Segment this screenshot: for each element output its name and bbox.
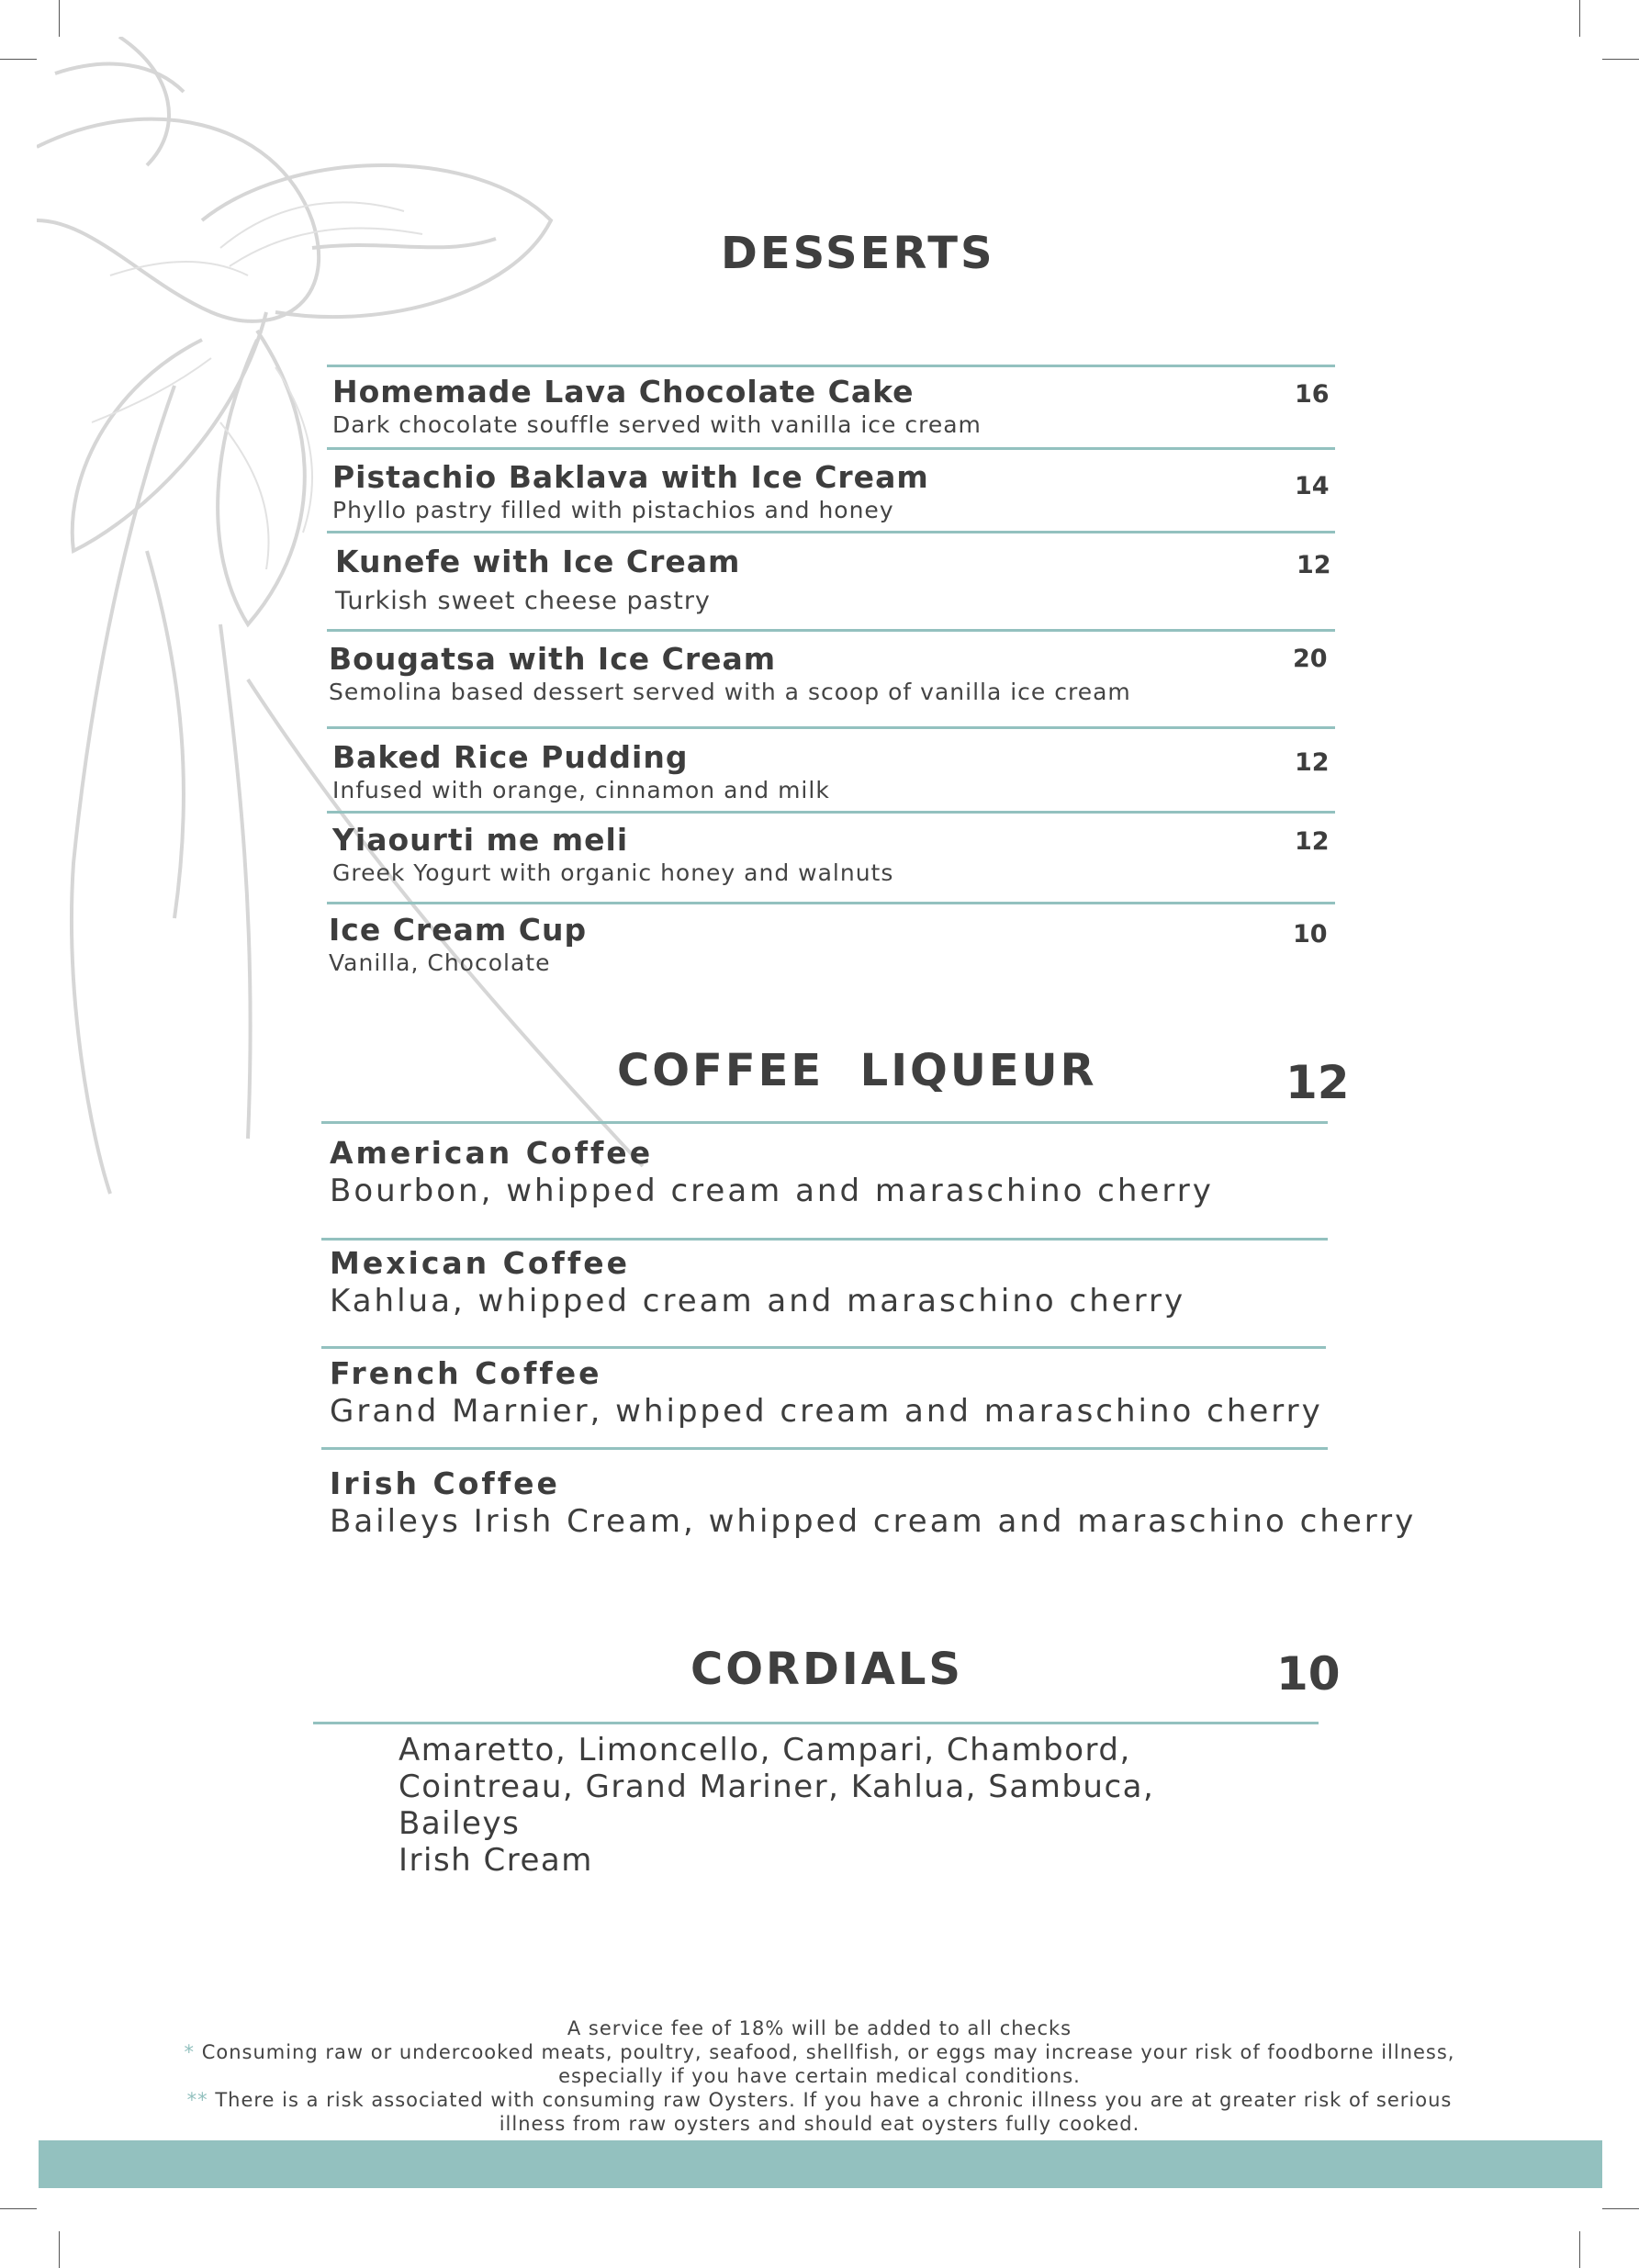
raw-food-warning-text: Consuming raw or undercooked meats, poultry, seafood, shellfish, or eggs may increase your risk of foodborne illness,: [201, 2041, 1455, 2063]
cordials-line: Irish Cream: [399, 1842, 593, 1879]
coffee-liqueur-title: COFFEE LIQUEUR: [617, 1045, 1097, 1096]
raw-food-warning: [0, 2040, 1639, 2064]
crop-mark: [1579, 2231, 1580, 2268]
coffee-liqueur-price: 12: [1285, 1056, 1350, 1109]
dessert-price: 16: [1295, 380, 1330, 409]
dessert-price: 14: [1295, 472, 1330, 500]
dessert-item: [332, 739, 830, 803]
divider: [327, 629, 1335, 632]
coffee-item: [330, 1355, 1323, 1430]
cordials-list: [399, 1732, 1280, 1879]
crop-mark: [1602, 2208, 1639, 2209]
dessert-name: Ice Cream Cup: [329, 912, 588, 948]
dessert-name: Baked Rice Pudding: [332, 739, 689, 775]
cordials-line: Amaretto, Limoncello, Campari, Chambord,: [399, 1732, 1131, 1768]
dessert-name: Homemade Lava Chocolate Cake: [332, 374, 915, 410]
divider: [327, 447, 1335, 450]
dessert-description: Greek Yogurt with organic honey and walnuts: [332, 859, 894, 886]
dessert-price: 12: [1297, 551, 1331, 579]
coffee-description: Grand Marnier, whipped cream and maraschino cherry: [330, 1393, 1323, 1430]
dessert-name: Bougatsa with Ice Cream: [329, 641, 777, 677]
divider: [321, 1238, 1328, 1241]
coffee-item: [330, 1245, 1185, 1319]
dessert-price: 10: [1293, 920, 1328, 949]
dessert-item: [335, 544, 740, 615]
coffee-name: Mexican Coffee: [330, 1245, 630, 1281]
crop-mark: [1579, 0, 1580, 37]
cordials-line: Cointreau, Grand Mariner, Kahlua, Sambuca, Baileys: [399, 1768, 1155, 1842]
asterisk: *: [184, 2041, 195, 2063]
desserts-title: DESSERTS: [721, 228, 995, 279]
divider: [321, 1447, 1328, 1450]
divider: [313, 1722, 1319, 1724]
dessert-price: 12: [1295, 748, 1330, 777]
crop-mark: [0, 59, 37, 60]
crop-mark: [59, 0, 60, 37]
dessert-description: Semolina based dessert served with a scoop of vanilla ice cream: [329, 679, 1131, 705]
coffee-description: Bourbon, whipped cream and maraschino cherry: [330, 1173, 1214, 1209]
divider: [327, 811, 1335, 814]
dessert-price: 20: [1293, 645, 1328, 673]
cordials-title: CORDIALS: [690, 1644, 963, 1695]
divider: [327, 902, 1335, 904]
service-fee-note: A service fee of 18% will be added to all checks: [567, 2017, 1072, 2039]
coffee-name: Irish Coffee: [330, 1465, 560, 1501]
dessert-item: [332, 822, 893, 886]
crop-mark: [59, 2231, 60, 2268]
footer-notes: [0, 2016, 1639, 2136]
coffee-item: [330, 1465, 1416, 1540]
divider: [327, 726, 1335, 729]
dessert-name: Kunefe with Ice Cream: [335, 544, 741, 579]
divider: [321, 1346, 1326, 1349]
crop-mark: [1602, 59, 1639, 60]
dessert-item: [332, 459, 929, 523]
dessert-description: Turkish sweet cheese pastry: [335, 587, 711, 615]
oyster-warning-text: There is a risk associated with consuming raw Oysters. If you have a chronic illness you are at greater risk of serious: [215, 2089, 1453, 2111]
oyster-warning-cont: illness from raw oysters and should eat oysters fully cooked.: [499, 2113, 1140, 2135]
dessert-description: Phyllo pastry filled with pistachios and honey: [332, 497, 894, 523]
dessert-item: [332, 374, 982, 438]
double-asterisk: **: [186, 2089, 208, 2111]
coffee-name: French Coffee: [330, 1355, 602, 1391]
floral-illustration: [37, 37, 698, 1230]
dessert-description: Infused with orange, cinnamon and milk: [332, 777, 830, 803]
divider: [321, 1121, 1328, 1124]
coffee-name: American Coffee: [330, 1135, 654, 1171]
coffee-item: [330, 1135, 1214, 1209]
coffee-description: Kahlua, whipped cream and maraschino cherry: [330, 1283, 1186, 1319]
footer-bar: [39, 2140, 1602, 2188]
crop-mark: [0, 2208, 37, 2209]
cordials-price: 10: [1276, 1647, 1341, 1701]
dessert-name: Yiaourti me meli: [332, 822, 629, 858]
oyster-warning: [0, 2088, 1639, 2112]
divider: [327, 365, 1335, 367]
dessert-item: [329, 641, 1131, 705]
coffee-description: Baileys Irish Cream, whipped cream and maraschino cherry: [330, 1503, 1417, 1540]
dessert-item: [329, 912, 587, 976]
dessert-description: Dark chocolate souffle served with vanilla ice cream: [332, 411, 982, 438]
divider: [327, 531, 1335, 533]
dessert-price: 12: [1295, 827, 1330, 856]
dessert-name: Pistachio Baklava with Ice Cream: [332, 459, 929, 495]
raw-food-warning-cont: especially if you have certain medical conditions.: [558, 2065, 1081, 2087]
dessert-description: Vanilla, Chocolate: [329, 949, 551, 976]
